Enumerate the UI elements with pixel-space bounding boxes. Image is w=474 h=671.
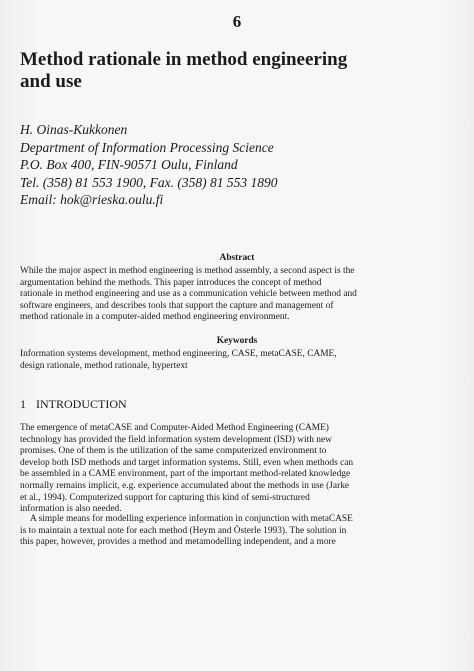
author-phone-fax: Tel. (358) 81 553 1900, Fax. (358) 81 553 1890	[20, 174, 278, 190]
paragraph-line: et al., 1994). Computerized support for capturing this kind of semi-structured	[20, 492, 310, 503]
keywords-heading: Keywords	[216, 336, 258, 346]
abstract-line: software engineers, and describes tools that support the capture and management of	[20, 300, 334, 311]
keywords-body	[20, 349, 452, 372]
author-address: P.O. Box 400, FIN-90571 Oulu, Finland	[20, 157, 238, 173]
abstract-line: rationale in method engineering and use as a communication vehicle between method and	[20, 289, 357, 300]
paragraph-line: is to maintain a textual note for each method (Heym and Österle 1993). The solution in	[20, 525, 347, 536]
author-department: Department of Information Processing Science	[20, 139, 274, 155]
abstract-body	[20, 266, 452, 324]
title-line: Method rationale in method engineering	[20, 49, 348, 70]
abstract-heading: Abstract	[219, 253, 255, 263]
intro-paragraph-1	[20, 423, 452, 516]
paper-title	[20, 49, 460, 93]
title-line: and use	[20, 71, 82, 92]
chapter-number: 6	[232, 12, 242, 31]
paragraph-line: be assembled in a CAME environment, part of the important method-related knowledge	[20, 469, 351, 480]
paragraph-line: information is also needed.	[20, 504, 122, 515]
section-number: 1	[20, 397, 26, 411]
keywords-line: Information systems development, method engineering, CASE, metaCASE, CAME,	[20, 349, 337, 359]
intro-paragraph-2	[20, 514, 452, 549]
author-name: H. Oinas-Kukkonen	[20, 122, 128, 137]
abstract-line: method rationale in a computer-aided method engineering environment.	[20, 312, 290, 323]
keywords-line: design rationale, method rationale, hypertext	[20, 360, 188, 371]
section-title: INTRODUCTION	[36, 397, 127, 411]
paragraph-line: promises. One of them is the utilization of the same computerized environment to	[20, 446, 327, 457]
paragraph-line: A simple means for modelling experience information in conjunction with metaCASE	[30, 514, 353, 524]
paragraph-line: The emergence of metaCASE and Computer-Aided Method Engineering (CAME)	[20, 423, 329, 433]
paragraph-line: this paper, however, provides a method and metamodelling independent, and a more	[20, 537, 336, 548]
author-email: Email: hok@rieska.oulu.fi	[20, 192, 164, 208]
paragraph-line: technology has provided the field information system development (ISD) with new	[20, 434, 332, 445]
abstract-line: argumentation behind the methods. This paper introduces the concept of method	[20, 277, 322, 288]
paragraph-line: normally remains implicit, e.g. experience accumulated about the methods in use (Jarke	[20, 480, 350, 491]
section-heading	[20, 397, 127, 412]
paragraph-line: develop both ISD methods and target information systems. Still, even when methods can	[20, 457, 354, 468]
author-info	[20, 121, 460, 209]
abstract-line: While the major aspect in method engineering is method assembly, a second aspect is the	[20, 266, 355, 276]
